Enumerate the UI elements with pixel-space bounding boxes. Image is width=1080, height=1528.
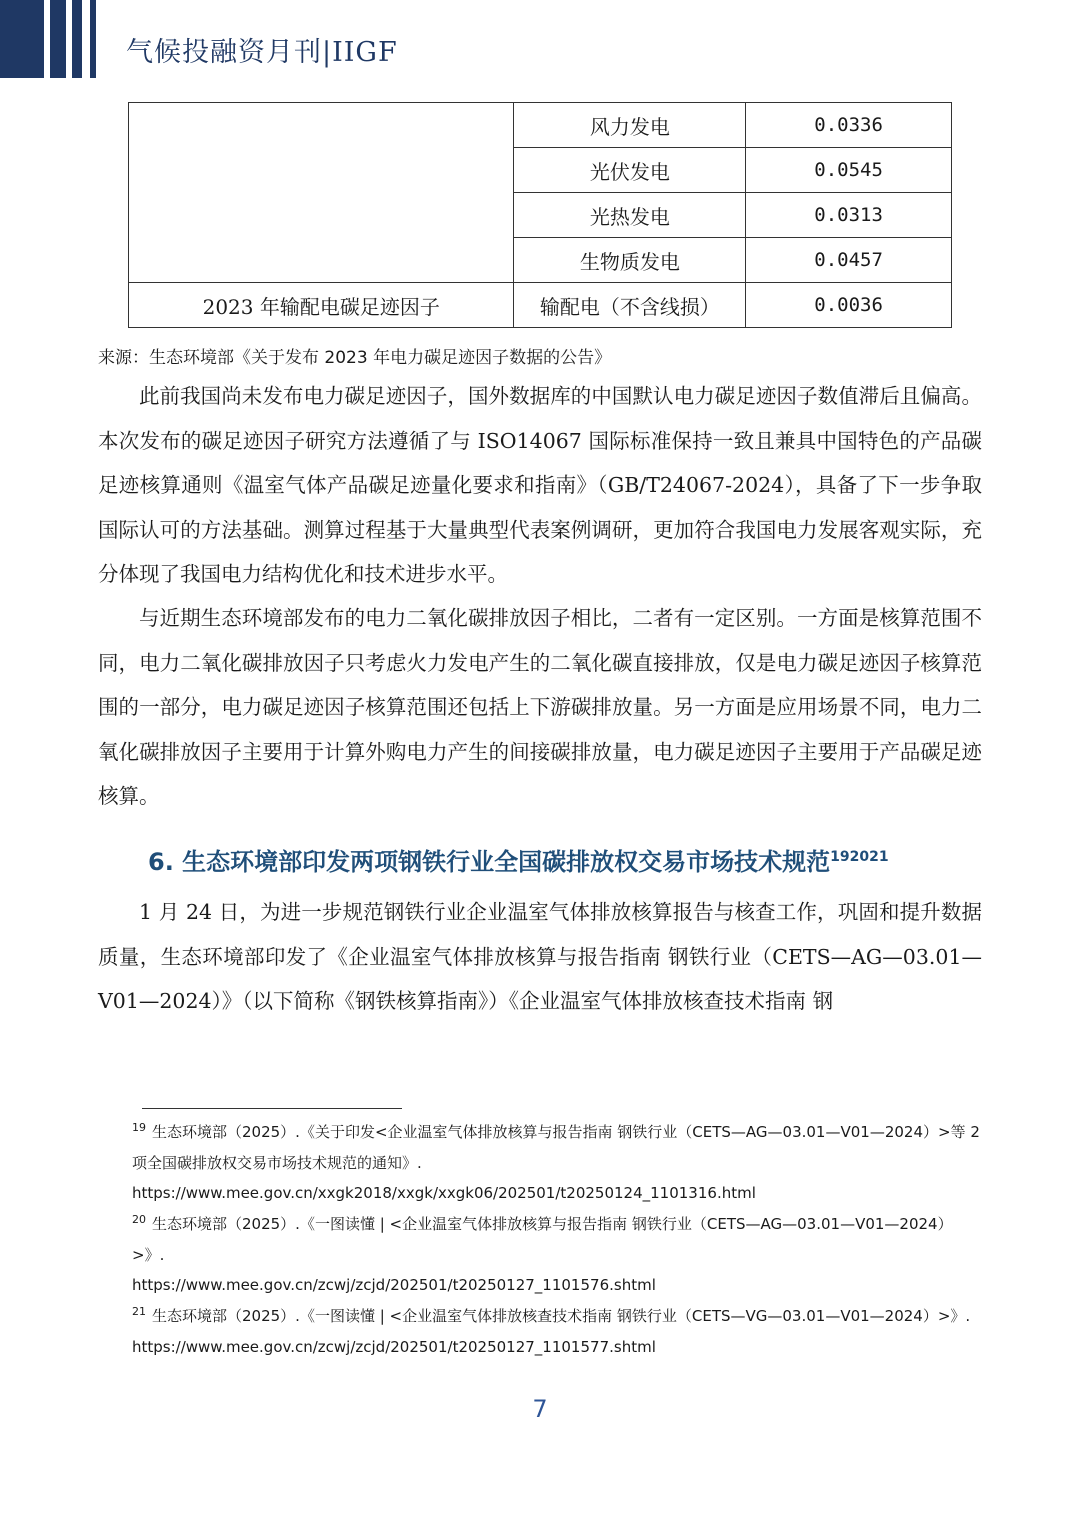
footnote-number: 20: [132, 1213, 146, 1226]
section-heading: [148, 842, 889, 877]
footnote-url[interactable]: https://www.mee.gov.cn/zcwj/zcjd/202501/t20250127_1101577.shtml: [132, 1337, 656, 1356]
footnote-text: 生态环境部（2025）.《一图读懂 | <企业温室气体排放核算与报告指南 钢铁行业（CETS—AG—03.01—V01—2024）>》.: [132, 1215, 953, 1264]
header-bar-stripe: [90, 0, 96, 78]
table-cell-value: 0.0036: [746, 283, 952, 328]
footnote-refs: 192021: [830, 849, 889, 865]
page-header: [0, 0, 1080, 90]
header-bar-stripe: [72, 0, 82, 78]
table-cell-category: 2023 年输配电碳足迹因子: [129, 283, 514, 328]
footnote-divider: [142, 1108, 402, 1109]
footnote-text: 生态环境部（2025）.《一图读懂 | <企业温室气体排放核查技术指南 钢铁行业（CETS—VG—03.01—V01—2024）>》.: [152, 1307, 971, 1325]
body-paragraph: 1 月 24 日，为进一步规范钢铁行业企业温室气体排放核算报告与核查工作，巩固和提升数据质量，生态环境部印发了《企业温室气体排放核算与报告指南 钢铁行业（CETS—AG—03.01—V01—2024）》（以下简称《钢铁核算指南》）《企业温室气体排放核查技术指南 钢: [98, 900, 982, 1013]
footnote-number: 19: [132, 1121, 146, 1134]
footnote-url[interactable]: https://www.mee.gov.cn/zcwj/zcjd/202501/t20250127_1101576.shtml: [132, 1276, 656, 1294]
footnote-url[interactable]: https://www.mee.gov.cn/xxgk2018/xxgk/xxgk06/202501/t20250124_1101316.html: [132, 1184, 756, 1202]
table-cell-value: 0.0457: [746, 238, 952, 283]
publication-title: 气候投融资月刊|IIGF: [126, 37, 398, 68]
footnote: [98, 1205, 982, 1301]
carbon-factor-table: [128, 102, 952, 328]
header-bar-stripe: [50, 0, 66, 78]
section-heading-text: 6. 生态环境部印发两项钢铁行业全国碳排放权交易市场技术规范: [148, 848, 831, 876]
table-cell-category-empty: [129, 103, 514, 283]
body-paragraph: 此前我国尚未发布电力碳足迹因子，国外数据库的中国默认电力碳足迹因子数值滞后且偏高。本次发布的碳足迹因子研究方法遵循了与 ISO14067 国际标准保持一致且兼具中国特色的产品碳足迹核算通则《温室气体产品碳足迹量化要求和指南》（GB/T24067-2024），具备了下一步争取国际认可的方法基础。测算过程基于大量典型代表案例调研，更加符合我国电力发展客观实际，充分体现了我国电力结构优化和技术进步水平。: [98, 384, 982, 586]
table-source-note: 来源：生态环境部《关于发布 2023 年电力碳足迹因子数据的公告》: [98, 348, 612, 368]
table-row: [129, 283, 952, 328]
table-cell-type: 生物质发电: [514, 238, 746, 283]
footnote: [98, 1113, 982, 1209]
table-cell-value: 0.0545: [746, 148, 952, 193]
footnote-number: 21: [132, 1305, 146, 1318]
table-cell-type: 输配电（不含线损）: [514, 283, 746, 328]
table-cell-value: 0.0336: [746, 103, 952, 148]
table-cell-value: 0.0313: [746, 193, 952, 238]
table-cell-type: 风力发电: [514, 103, 746, 148]
body-paragraph: 与近期生态环境部发布的电力二氧化碳排放因子相比，二者有一定区别。一方面是核算范围不同，电力二氧化碳排放因子只考虑火力发电产生的二氧化碳直接排放，仅是电力碳足迹因子核算范围的一部分，电力碳足迹因子核算范围还包括上下游碳排放量。另一方面是应用场景不同，电力二氧化碳排放因子主要用于计算外购电力产生的间接碳排放量，电力碳足迹因子主要用于产品碳足迹核算。: [98, 606, 982, 808]
table-cell-type: 光热发电: [514, 193, 746, 238]
table-cell-type: 光伏发电: [514, 148, 746, 193]
footnote: [98, 1297, 982, 1362]
header-bar-block: [0, 0, 44, 78]
footnote-text: 生态环境部（2025）.《关于印发<企业温室气体排放核算与报告指南 钢铁行业（CETS—AG—03.01—V01—2024）>等 2 项全国碳排放权交易市场技术规范的通知》.: [132, 1123, 980, 1172]
page-number: 7: [532, 1395, 548, 1423]
table-row: [129, 103, 952, 148]
